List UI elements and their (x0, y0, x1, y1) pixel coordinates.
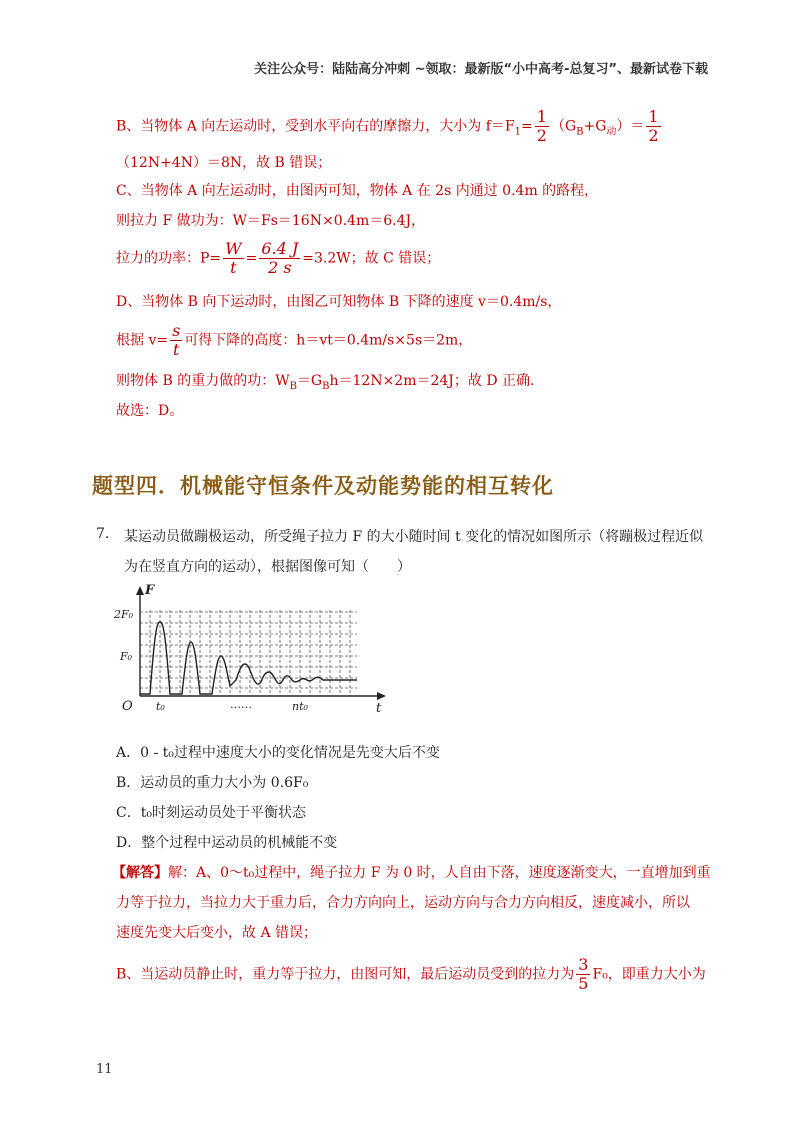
fraction-s-over-t: $\frac{s}{t}$ (172, 321, 181, 359)
solution-d-line-2: 根据 v= $\frac{s}{t}$ 可得下降的高度：h＝vt＝0.4m/s×5s＝2m， (116, 321, 473, 359)
solution-choice: 故选：D。 (116, 403, 184, 419)
force-curve (140, 622, 357, 694)
section-title: 题型四．机械能守恒条件及动能势能的相互转化 (92, 474, 554, 498)
answer-line-4: B、当运动员静止时，重力等于拉力，由图可知，最后运动员受到的拉力为 $\frac{3}{5}$ F₀，即重力大小为 (116, 955, 706, 993)
answer-tag: 【解答】 (112, 865, 168, 881)
solution-d-line-3: 则物体 B 的重力做的功：$W_B=G_Bh=12N\times 2m=24J$；故 D 正确. (116, 373, 535, 392)
answer-line-1: 【解答】解：A、0～t₀过程中，绳子拉力 F 为 0 时，人自由下落，速度逐渐变大，一直增加到重 (112, 865, 711, 881)
y-axis-arrow-icon (136, 586, 144, 595)
page-header: 关注公众号：陆陆高分冲刺 ~领取：最新版“小中高考-总复习”、最新试卷下载 (254, 62, 708, 77)
fraction-work-over-time: $\frac{6.4 J}{2 s}$ (261, 239, 299, 277)
graph-grid (140, 610, 357, 694)
answer-line-2: 力等于拉力，当拉力大于重力后，合力方向向上，运动方向与合力方向相反，速度减小，所以 (116, 895, 690, 911)
solution-c-line-1: C、当物体 A 向左运动时，由图丙可知，物体 A 在 2s 内通过 0.4m 的路程， (116, 183, 599, 199)
fraction-half-2: $\frac{1}{2}$ (648, 107, 659, 145)
force-time-graph (112, 582, 392, 720)
x-tick-t0: t₀ (156, 700, 165, 713)
solution-d-line-1: D、当物体 B 向下运动时，由图乙可知物体 B 下降的速度 v＝0.4m/s， (116, 294, 562, 310)
option-b[interactable]: B．运动员的重力大小为 0.6F₀ (116, 775, 309, 791)
option-d[interactable]: D．整个过程中运动员的机械能不变 (116, 835, 338, 851)
x-axis-arrow-icon (377, 692, 386, 700)
solution-c-line-2: 则拉力 F 做功为：W＝Fs＝16N×0.4m＝6.4J， (116, 213, 426, 229)
option-a[interactable]: A．0 - t₀过程中速度大小的变化情况是先变大后不变 (116, 745, 440, 761)
option-c[interactable]: C．t₀时刻运动员处于平衡状态 (116, 805, 306, 821)
x-tick-dots: …… (230, 698, 252, 711)
y-axis-label: F (145, 583, 155, 598)
x-axis-label: t (376, 701, 382, 716)
solution-b-line-2: （12N+4N）＝8N，故 B 错误； (116, 155, 332, 171)
question-text-line-1: 某运动员做蹦极运动，所受绳子拉力 F 的大小随时间 t 变化的情况如图所示（将蹦极过程近似 (124, 529, 704, 545)
question-text-line-2: 为在竖直方向的运动），根据图像可知（ ） (124, 559, 411, 575)
question-number: 7. (96, 526, 110, 542)
solution-b-line-1: B、当物体 A 向左运动时，受到水平向右的摩擦力，大小为 $f=F_1=$ $\frac{1}{2}$ $(G_B+G_动)=$ $\frac{1}{2}$ (116, 107, 659, 145)
solution-c-line-3: 拉力的功率：P= $\frac{W}{t}$ = $\frac{6.4 J}{2 s}$ =3.2W；故 C 错误； (116, 239, 441, 277)
fraction-three-fifths: $\frac{3}{5}$ (578, 955, 589, 993)
fraction-half: $\frac{1}{2}$ (536, 107, 547, 145)
page-number: 11 (96, 1062, 113, 1077)
y-tick-2f0: 2F₀ (114, 608, 134, 621)
fraction-w-over-t: $\frac{W}{t}$ (225, 239, 242, 277)
answer-line-3: 速度先变大后变小，故 A 错误； (116, 925, 318, 941)
x-tick-nt0: nt₀ (292, 700, 308, 713)
y-tick-f0: F₀ (120, 650, 133, 663)
origin-label: O (122, 699, 133, 714)
